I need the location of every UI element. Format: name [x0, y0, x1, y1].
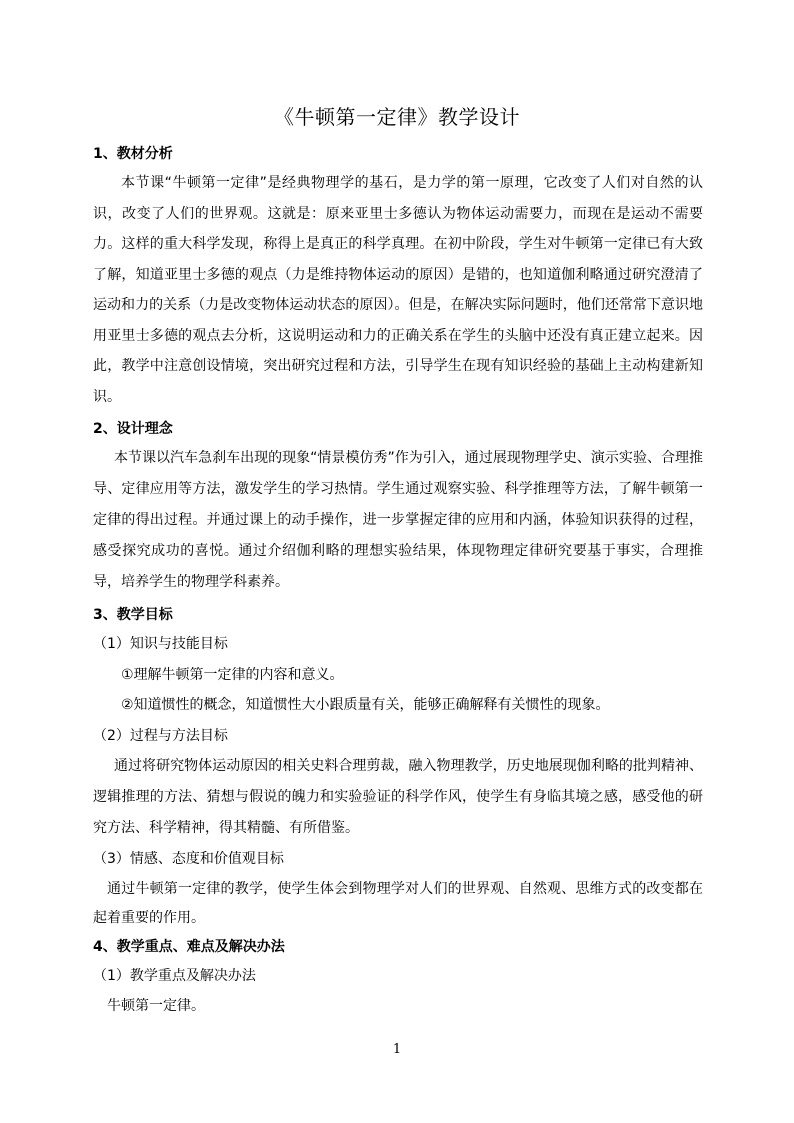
subheading-key-points-solution: （1）教学重点及解决办法 [93, 967, 256, 984]
document-body [93, 140, 703, 1021]
subheading-attitude-values: （3）情感、态度和价值观目标 [93, 851, 284, 867]
paragraph-process-methods: 通过将研究物体运动原因的相关史料合理剪裁，融入物理教学，历史地展现伽利略的批判精神、逻辑推理的方法、猜想与假说的魄力和实验验证的科学作风，使学生有身临其境之感，感受他的研究方法、科学精神，得其精髓、有所借鉴。 [93, 758, 703, 836]
subheading-process-methods: （2）过程与方法目标 [93, 727, 228, 744]
document-title: 《牛顿第一定律》教学设计 [274, 105, 520, 129]
section-heading-teaching-goals: 3、教学目标 [93, 607, 173, 623]
paragraph-textbook-analysis: 本节课“牛顿第一定律”是经典物理学的基石，是力学的第一原理，它改变了人们对自然的认识，改变了人们的世界观。这就是：原来亚里士多德认为物体运动需要力，而现在是运动不需要力。这样的重大科学发现，称得上是真正的科学真理。在初中阶段，学生对牛顿第一定律已有大致了解，知道亚里士多德的观点（力是维持物体运动的原因）是错的，也知道伽利略通过研究澄清了运动和力的关系（力是改变物体运动状态的原因）。但是，在解决实际问题时，他们还常常下意识地用亚里士多德的观点去分析，这说明运动和力的正确关系在学生的头脑中还没有真正建立起来。因此，教学中注意创设情境，突出研究过程和方法，引导学生在现有知识经验的基础上主动构建新知识。 [93, 175, 703, 405]
page-number: 1 [392, 1042, 402, 1057]
list-item-goal-1: ①理解牛顿第一定律的内容和意义。 [121, 666, 344, 683]
section-heading-design-concept: 2、设计理念 [93, 421, 173, 437]
paragraph-design-concept: 本节课以汽车急刹车出现的现象“情景模仿秀”作为引入，通过展现物理学史、演示实验、合理推导、定律应用等方法，激发学生的学习热情。学生通过观察实验、科学推理等方法，了解牛顿第一定律的得出过程。并通过课上的动手操作，进一步掌握定律的应用和内涵，体验知识获得的过程，感受探究成功的喜悦。通过介绍伽利略的理想实验结果，体现物理定律研究要基于事实，合理推导，培养学生的物理学科素养。 [93, 450, 703, 590]
section-heading-textbook-analysis: 1、教材分析 [93, 146, 173, 162]
subheading-knowledge-skills: （1）知识与技能目标 [93, 636, 228, 652]
list-item-goal-2: ②知道惯性的概念，知道惯性大小跟质量有关，能够正确解释有关惯性的现象。 [121, 697, 610, 713]
paragraph-key-points: 牛顿第一定律。 [107, 998, 205, 1014]
section-heading-key-points: 4、教学重点、难点及解决办法 [93, 938, 285, 955]
paragraph-attitude-values: 通过牛顿第一定律的教学，使学生体会到物理学对人们的世界观、自然观、思维方式的改变都在起着重要的作用。 [93, 880, 703, 926]
